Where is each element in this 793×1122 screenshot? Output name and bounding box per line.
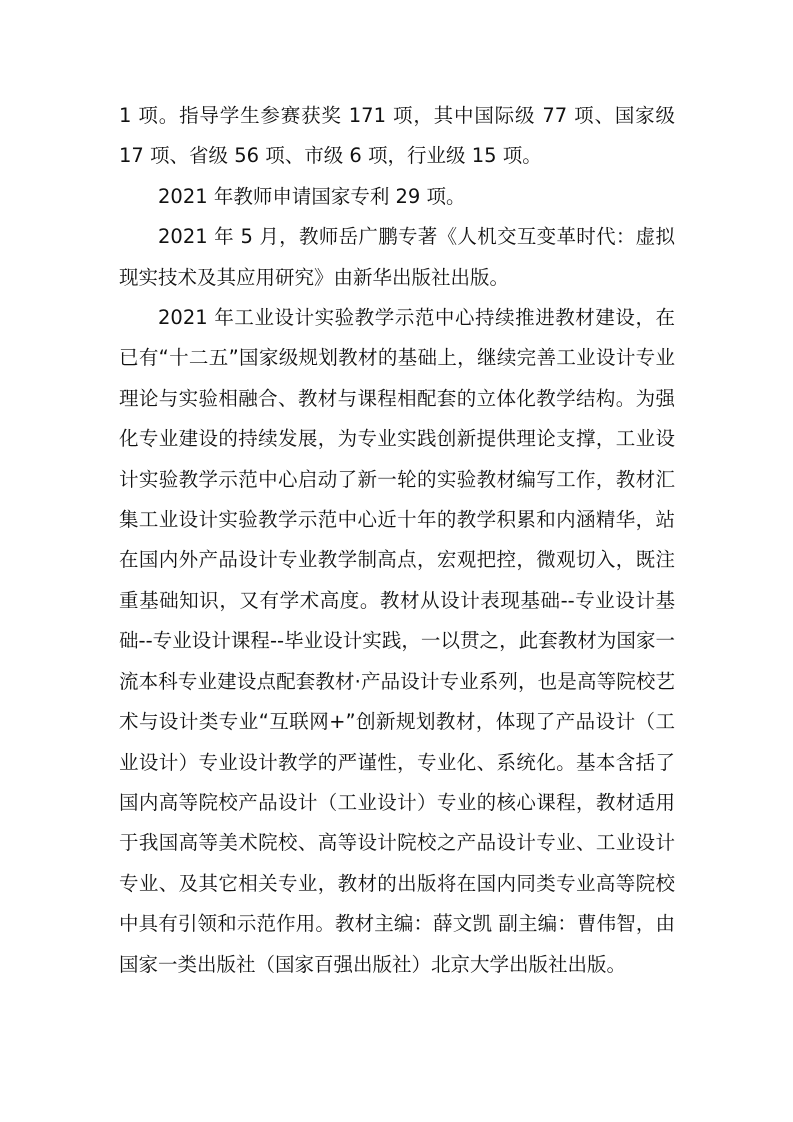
paragraph-monograph: 2021 年 5 月，教师岳广鹏专著《人机交互变革时代：虚拟现实技术及其应用研究》由新华出版社出版。 (119, 225, 675, 289)
body-text (119, 96, 675, 985)
paragraph-patents: 2021 年教师申请国家专利 29 项。 (158, 184, 466, 208)
paragraph-textbooks: 2021 年工业设计实验教学示范中心持续推进教材建设，在已有“十二五”国家级规划教材的基础上，继续完善工业设计专业理论与实验相融合、教材与课程相配套的立体化教学结构。为强化专业建设的持续发展，为专业实践创新提供理论支撑，工业设计实验教学示范中心启动了新一轮的实验教材编写工作，教材汇集工业设计实验教学示范中心近十年的教学积累和内涵精华，站在国内外产品设计专业教学制高点，宏观把控，微观切入，既注重基础知识，又有学术高度。教材从设计表现基础--专业设计基础--专业设计课程--毕业设计实践，一以贯之，此套教材为国家一流本科专业建设点配套教材·产品设计专业系列，也是高等院校艺术与设计类专业“互联网+”创新规划教材，体现了产品设计（工业设计）专业设计教学的严谨性，专业化、系统化。基本含括了国内高等院校产品设计（工业设计）专业的核心课程，教材适用于我国高等美术院校、高等设计院校之产品设计专业、工业设计专业、及其它相关专业，教材的出版将在国内同类专业高等院校中具有引领和示范作用。教材主编：薛文凯 副主编：曹伟智，由国家一类出版社（国家百强出版社）北京大学出版社出版。 (119, 306, 675, 976)
paragraph-continuation: 1 项。指导学生参赛获奖 171 项，其中国际级 77 项、国家级 17 项、省级 56 项、市级 6 项，行业级 15 项。 (119, 104, 675, 168)
